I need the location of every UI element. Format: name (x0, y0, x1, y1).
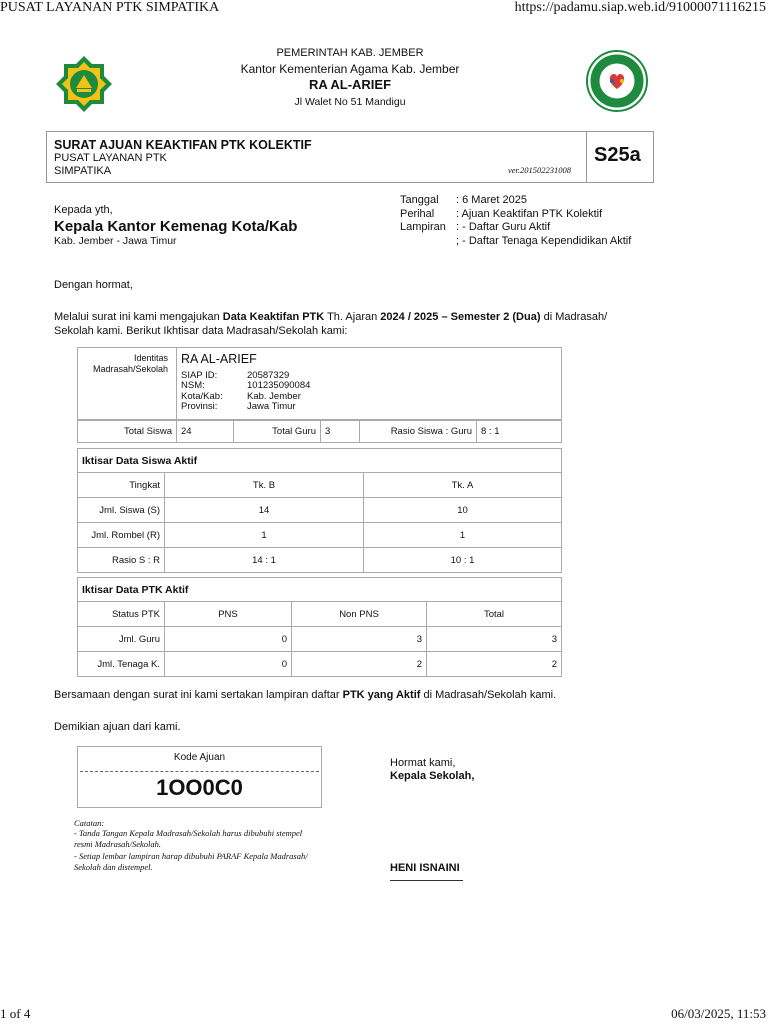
letterhead-school: RA AL-ARIEF (308, 77, 392, 92)
identity-divider (176, 348, 177, 420)
total-siswa-label: Total Siswa (78, 421, 177, 443)
table-row (78, 498, 562, 523)
intro-line-2: Sekolah kami. Berikut Ikhtisar data Madrasah/Sekolah kami: (54, 325, 348, 337)
lampiran-value-1: : - Daftar Guru Aktif (456, 221, 551, 233)
ptk-row-label: Jml. Tenaga K. (78, 652, 165, 677)
kota-label: Kota/Kab: (181, 391, 223, 402)
provinsi-label: Provinsi: (181, 401, 218, 412)
closing-text-c: di Madrasah/Sekolah kami. (420, 689, 557, 701)
ptk-cell: 2 (292, 652, 427, 677)
intro-text-c: Th. Ajaran (324, 311, 381, 323)
demikian: Demikian ajuan dari kami. (54, 721, 181, 733)
siswa-row-label: Tingkat (78, 473, 165, 498)
form-subtitle-2: SIMPATIKA (54, 165, 112, 177)
intro-text-b: Data Keaktifan PTK (222, 311, 325, 323)
identity-label (80, 353, 168, 375)
kode-ajuan-divider (80, 771, 319, 772)
letterhead-gov: PEMERINTAH KAB. JEMBER (276, 47, 424, 59)
print-footer-datetime: 06/03/2025, 11:53 (671, 1006, 766, 1021)
siswa-row-label: Jml. Siswa (S) (78, 498, 165, 523)
siap-label: SIAP ID: (181, 370, 218, 381)
ptk-header-label: Status PTK (78, 602, 165, 627)
print-footer-page: 1 of 4 (0, 1006, 31, 1021)
siswa-cell: Tk. A (364, 473, 562, 498)
siswa-cell: 10 : 1 (364, 548, 562, 573)
notes-title: Catatan: (74, 818, 105, 828)
signature-hormat: Hormat kami, (390, 757, 456, 769)
recipient-location: Kab. Jember - Jawa Timur (54, 235, 177, 247)
notes-line-3: - Setiap lembar lampiran harap dibubuhi PARAF Kepala Madrasah/ (74, 851, 308, 861)
siswa-heading: Iktisar Data Siswa Aktif (78, 449, 562, 473)
intro-paragraph (54, 310, 654, 338)
tanggal-label: Tanggal (400, 194, 439, 206)
siswa-cell: 14 (165, 498, 364, 523)
table-row (78, 473, 562, 498)
closing-text-b: PTK yang Aktif (342, 689, 421, 701)
siswa-cell: 10 (364, 498, 562, 523)
intro-text-d: 2024 / 2025 – Semester 2 (Dua) (380, 311, 541, 323)
form-title: SURAT AJUAN KEAKTIFAN PTK KOLEKTIF (54, 138, 312, 152)
notes-line-2: resmi Madrasah/Sekolah. (74, 839, 162, 849)
ptk-cell: 2 (427, 652, 562, 677)
kemenag-logo-icon (55, 55, 113, 113)
table-row (78, 548, 562, 573)
siswa-cell: Tk. B (165, 473, 364, 498)
perihal-label: Perihal (400, 208, 435, 220)
siswa-cell: 1 (165, 523, 364, 548)
ptk-header-nonpns: Non PNS (292, 602, 427, 627)
signature-role: Kepala Sekolah, (390, 770, 475, 782)
intro-text-e: di Madrasah/ (540, 311, 608, 323)
ptk-header-total: Total (427, 602, 562, 627)
kota-value: Kab. Jember (247, 391, 301, 402)
form-subtitle-1: PUSAT LAYANAN PTK (54, 152, 167, 164)
form-version: ver.201502231008 (508, 165, 572, 175)
siswa-cell: 14 : 1 (165, 548, 364, 573)
ptk-row-label: Jml. Guru (78, 627, 165, 652)
ptk-table (77, 577, 562, 677)
salam: Dengan hormat, (54, 279, 133, 291)
signature-name: HENI ISNAINI (390, 862, 460, 874)
identity-label-2: Madrasah/Sekolah (92, 364, 168, 374)
ra-al-arief-logo-icon (586, 50, 648, 112)
letterhead-address: Jl Walet No 51 Mandigu (294, 96, 406, 108)
rasio-label: Rasio Siswa : Guru (360, 421, 477, 443)
rasio-value: 8 : 1 (477, 421, 562, 443)
ptk-cell: 0 (165, 652, 292, 677)
ptk-heading: Iktisar Data PTK Aktif (78, 578, 562, 602)
siswa-row-label: Rasio S : R (78, 548, 165, 573)
letterhead-office: Kantor Kementerian Agama Kab. Jember (240, 62, 460, 76)
total-guru-label: Total Guru (234, 421, 321, 443)
print-header-title: PUSAT LAYANAN PTK SIMPATIKA (0, 0, 220, 15)
table-row (78, 652, 562, 677)
intro-text-a: Melalui surat ini kami mengajukan (54, 311, 223, 323)
notes-line-4: Sekolah dan distempel. (74, 862, 153, 872)
provinsi-value: Jawa Timur (247, 401, 296, 412)
total-siswa-value: 24 (177, 421, 234, 443)
kode-ajuan-value: 1OO0C0 (156, 775, 243, 800)
ptk-cell: 0 (165, 627, 292, 652)
siap-value: 20587329 (247, 370, 290, 381)
recipient-name: Kepala Kantor Kemenag Kota/Kab (54, 218, 298, 235)
nsm-label: NSM: (181, 380, 205, 391)
ptk-cell: 3 (292, 627, 427, 652)
identity-label-1: Identitas (133, 353, 168, 363)
ptk-cell: 3 (427, 627, 562, 652)
nsm-value: 101235090084 (247, 380, 311, 391)
closing-text-a: Bersamaan dengan surat ini kami sertakan lampiran daftar (54, 689, 343, 701)
closing-paragraph (54, 688, 654, 702)
recipient-greeting: Kepada yth, (54, 204, 113, 216)
identity-school: RA AL-ARIEF (181, 352, 257, 366)
form-code-divider (586, 132, 587, 182)
tanggal-value: : 6 Maret 2025 (456, 194, 527, 206)
siswa-cell: 1 (364, 523, 562, 548)
table-row (78, 627, 562, 652)
siswa-row-label: Jml. Rombel (R) (78, 523, 165, 548)
signature-underline (390, 880, 463, 881)
ptk-header-pns: PNS (165, 602, 292, 627)
lampiran-label: Lampiran (400, 221, 446, 233)
lampiran-value-2: ; - Daftar Tenaga Kependidikan Aktif (456, 235, 632, 247)
kode-ajuan-label: Kode Ajuan (173, 752, 226, 763)
total-guru-value: 3 (321, 421, 360, 443)
perihal-value: : Ajuan Keaktifan PTK Kolektif (456, 208, 603, 220)
siswa-table (77, 448, 562, 573)
table-row (78, 523, 562, 548)
form-code: S25a (594, 144, 641, 166)
notes-line-1: - Tanda Tangan Kepala Madrasah/Sekolah harus dibubuhi stempel (74, 828, 303, 838)
table-header-row (78, 602, 562, 627)
print-header-url: https://padamu.siap.web.id/91000071116215 (514, 0, 766, 15)
totals-table (77, 420, 562, 443)
